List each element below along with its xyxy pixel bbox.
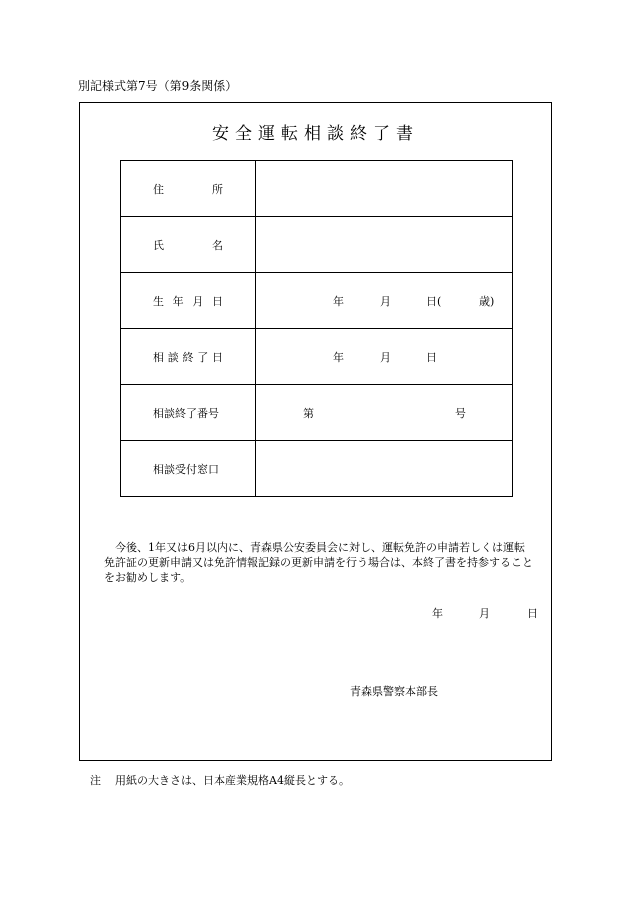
reception-window-field[interactable] — [256, 441, 513, 497]
birth-day-unit: 日( — [426, 294, 442, 308]
number-suffix: 号 — [455, 406, 466, 420]
consultation-info-table — [120, 160, 513, 497]
name-field[interactable] — [256, 217, 513, 273]
footnote-mark: 注 — [90, 774, 101, 787]
age-unit: 歳) — [479, 294, 495, 308]
footnote — [90, 772, 350, 788]
document-title: 安全運転相談終了書 — [212, 124, 419, 144]
issuer-name: 青森県警察本部長 — [350, 685, 438, 698]
issue-day-unit: 日 — [527, 607, 538, 620]
end-date-field[interactable] — [256, 329, 513, 385]
document-frame — [79, 102, 552, 761]
address-field[interactable] — [256, 161, 513, 217]
reception-window-label: 相談受付窓口 — [153, 462, 219, 476]
end-number-field[interactable] — [256, 385, 513, 441]
end-year-unit: 年 — [333, 350, 344, 364]
end-month-unit: 月 — [380, 350, 391, 364]
name-row — [121, 217, 513, 273]
issue-month-unit: 月 — [479, 607, 490, 620]
address-label: 住所 — [153, 182, 223, 196]
address-row — [121, 161, 513, 217]
name-label: 氏名 — [153, 238, 223, 252]
end-date-row — [121, 329, 513, 385]
issue-year-unit: 年 — [432, 607, 443, 620]
birthdate-row — [121, 273, 513, 329]
end-day-unit: 日 — [426, 350, 437, 364]
number-prefix: 第 — [303, 406, 314, 420]
end-number-row — [121, 385, 513, 441]
birthdate-field[interactable] — [256, 273, 513, 329]
footnote-text: 用紙の大きさは、日本産業規格A4縦長とする。 — [115, 774, 350, 787]
birth-month-unit: 月 — [380, 294, 391, 308]
end-date-label: 相談終了日 — [153, 350, 223, 364]
form-reference: 別記様式第7号（第9条関係） — [78, 79, 238, 93]
end-number-label: 相談終了番号 — [153, 406, 219, 420]
notice-paragraph: 今後、1年又は6月以内に、青森県公安委員会に対し、運転免許の申請若しくは運転免許証の更新申請又は免許情報記録の更新申請を行う場合は、本終了書を持参することをお勧めします。 — [104, 541, 533, 584]
birth-year-unit: 年 — [333, 294, 344, 308]
reception-window-row — [121, 441, 513, 497]
birthdate-label: 生年月日 — [153, 294, 223, 308]
